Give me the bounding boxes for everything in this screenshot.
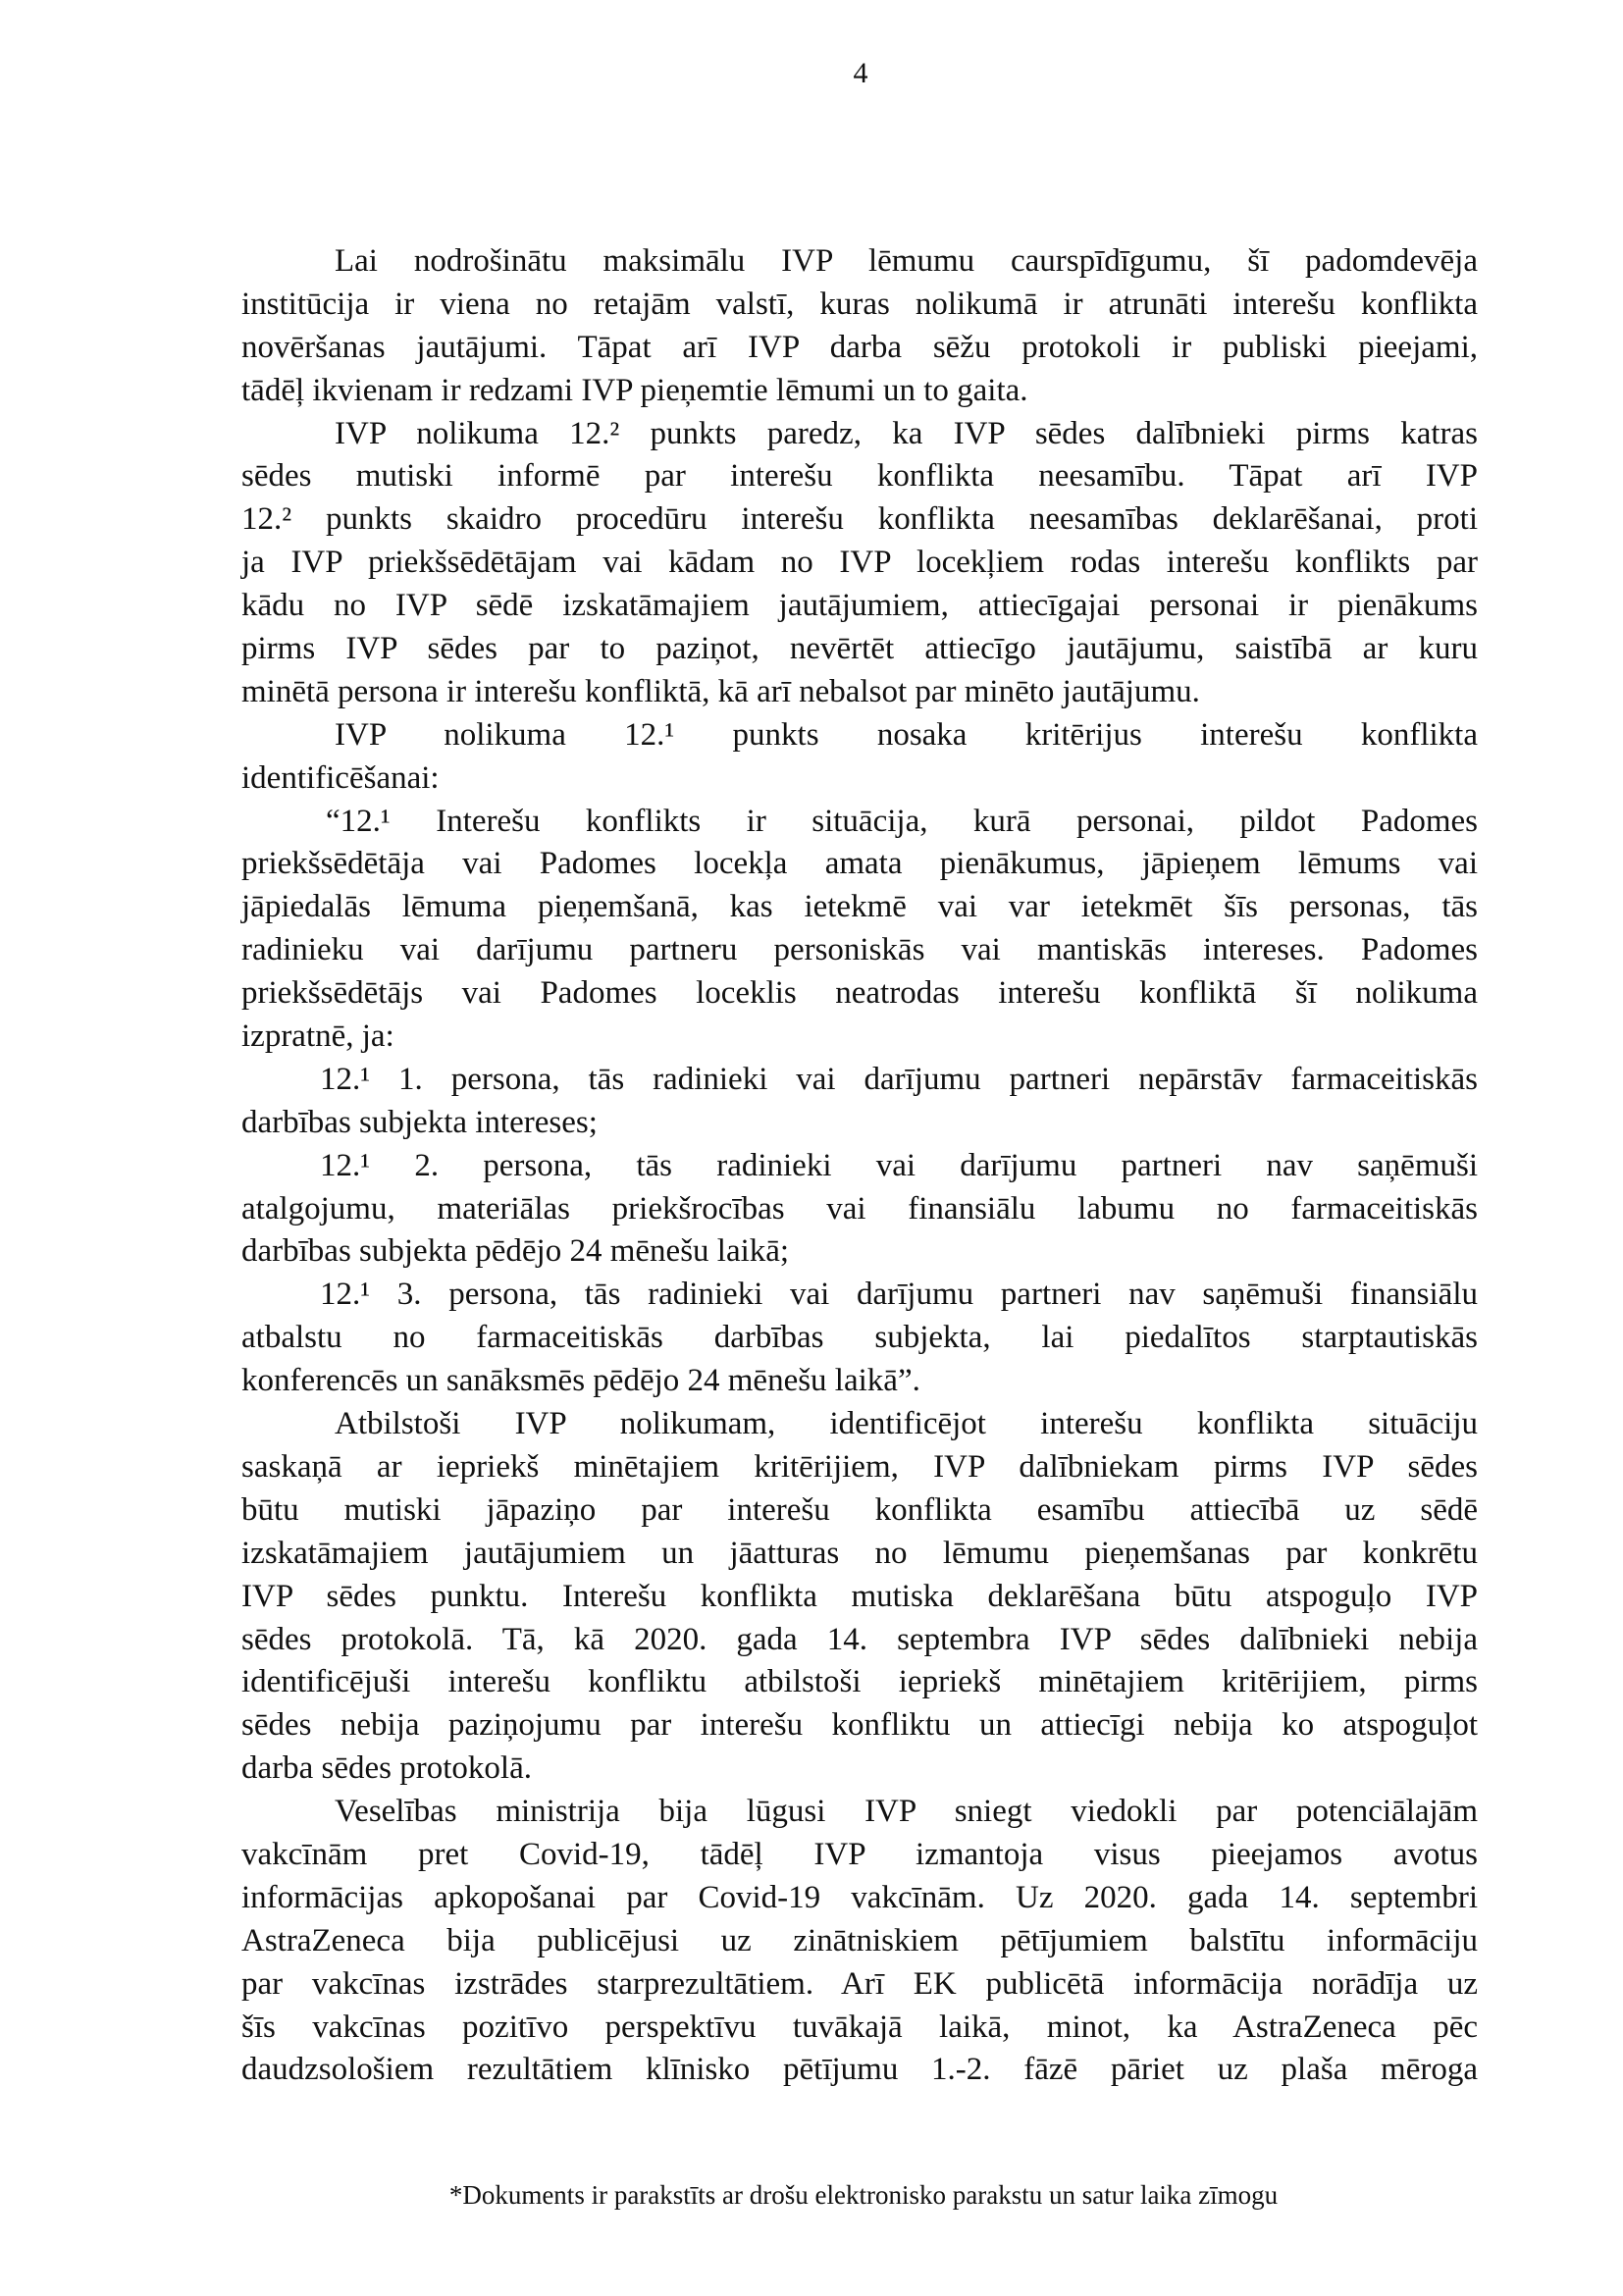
signature-footnote: *Dokuments ir parakstīts ar drošu elektronisko parakstu un satur laika zīmogu	[448, 2180, 1279, 2210]
paragraph	[241, 1059, 1478, 1145]
text-line: 12.¹ 2. persona, tās radinieki vai darījumu partneri nav saņēmuši	[320, 1147, 1478, 1183]
paragraph	[241, 413, 1478, 714]
text-line: radinieku vai darījumu partneru personiskās vai mantiskās intereses. Padomes	[241, 932, 1478, 968]
text-line: kādu no IVP sēdē izskatāmajiem jautājumiem, attiecīgajai personai ir pienākums	[241, 588, 1478, 624]
text-line: AstraZeneca bija publicējusi uz zinātniskiem pētījumiem balstītu informāciju	[241, 1922, 1478, 1958]
text-line: 12.² punkts skaidro procedūru interešu konflikta neesamības deklarēšanai, proti	[241, 501, 1478, 538]
text-line: darba sēdes protokolā.	[241, 1750, 532, 1787]
text-line: izskatāmajiem jautājumiem un jāatturas no lēmumu pieņemšanas par konkrētu	[241, 1535, 1478, 1571]
text-line: sēdes mutiski informē par interešu konflikta neesamību. Tāpat arī IVP	[241, 458, 1478, 495]
text-line: 12.¹ 1. persona, tās radinieki vai darījumu partneri nepārstāv farmaceitiskās	[320, 1061, 1478, 1097]
text-line: ja IVP priekšsēdētājam vai kādam no IVP locekļiem rodas interešu konflikts par	[241, 545, 1478, 581]
text-line: informācijas apkopošanai par Covid-19 vakcīnām. Uz 2020. gada 14. septembri	[241, 1879, 1478, 1915]
text-line: sēdes nebija paziņojumu par interešu konfliktu un attiecīgi nebija ko atspoguļot	[241, 1707, 1478, 1744]
paragraph	[241, 801, 1478, 1059]
text-line: identificējuši interešu konfliktu atbilstoši iepriekš minētajiem kritērijiem, pirms	[241, 1664, 1478, 1700]
paragraph	[241, 1403, 1478, 1791]
text-line: par vakcīnas izstrādes starprezultātiem. Arī EK publicētā informācija norādīja uz	[241, 1965, 1478, 2002]
text-line: pirms IVP sēdes par to paziņot, nevērtēt attiecīgo jautājumu, saistībā ar kuru	[241, 631, 1478, 667]
text-line: IVP nolikuma 12.² punkts paredz, ka IVP sēdes dalībnieki pirms katras	[335, 415, 1478, 451]
text-line: priekšsēdētāja vai Padomes locekļa amata pienākumus, jāpieņem lēmums vai	[241, 846, 1478, 882]
text-line: 12.¹ 3. persona, tās radinieki vai darījumu partneri nav saņēmuši finansiālu	[320, 1277, 1478, 1313]
text-line: Veselības ministrija bija lūgusi IVP sniegt viedokli par potenciālajām	[335, 1794, 1478, 1830]
text-line: šīs vakcīnas pozitīvo perspektīvu tuvākajā laikā, minot, ka AstraZeneca pēc	[241, 2009, 1478, 2045]
paragraph	[241, 714, 1478, 801]
text-line: priekšsēdētājs vai Padomes loceklis neatrodas interešu konfliktā šī nolikuma	[241, 975, 1478, 1012]
text-line: identificēšanai:	[241, 759, 440, 796]
paragraph	[241, 240, 1478, 413]
text-line: konferencēs un sanāksmēs pēdējo 24 mēnešu laikā”.	[241, 1363, 920, 1399]
paragraph	[241, 1274, 1478, 1403]
text-line: izpratnē, ja:	[241, 1018, 394, 1055]
text-line: IVP nolikuma 12.¹ punkts nosaka kritērijus interešu konflikta	[335, 716, 1478, 753]
text-line: Lai nodrošinātu maksimālu IVP lēmumu caurspīdīgumu, šī padomdevēja	[335, 243, 1478, 279]
text-line: atbalstu no farmaceitiskās darbības subjekta, lai piedalītos starptautiskās	[241, 1320, 1478, 1356]
text-line: IVP sēdes punktu. Interešu konflikta mutiska deklarēšana būtu atspoguļo IVP	[241, 1578, 1478, 1614]
text-line: saskaņā ar iepriekš minētajiem kritērijiem, IVP dalībniekam pirms IVP sēdes	[241, 1448, 1478, 1485]
text-line: vakcīnām pret Covid-19, tādēļ IVP izmantoja visus pieejamos avotus	[241, 1836, 1478, 1872]
text-line: minētā persona ir interešu konfliktā, kā arī nebalsot par minēto jautājumu.	[241, 673, 1200, 709]
text-line: būtu mutiski jāpaziņo par interešu konflikta esamību attiecībā uz sēdē	[241, 1491, 1478, 1528]
text-line: Atbilstoši IVP nolikumam, identificējot interešu konflikta situāciju	[335, 1406, 1478, 1442]
text-line: atalgojumu, materiālas priekšrocības vai finansiālu labumu no farmaceitiskās	[241, 1190, 1478, 1226]
document-body	[241, 240, 1478, 2092]
text-line: darbības subjekta pēdējo 24 mēnešu laikā;	[241, 1233, 790, 1270]
paragraph	[241, 1145, 1478, 1275]
text-line: institūcija ir viena no retajām valstī, kuras nolikumā ir atrunāti interešu konflikta	[241, 286, 1478, 322]
text-line: tādēļ ikvienam ir redzami IVP pieņemtie lēmumi un to gaita.	[241, 372, 1028, 408]
page-number: 4	[853, 57, 868, 89]
text-line: novēršanas jautājumi. Tāpat arī IVP darba sēžu protokoli ir publiski pieejami,	[241, 329, 1478, 365]
text-line: daudzsološiem rezultātiem klīnisko pētījumu 1.-2. fāzē pāriet uz plaša mēroga	[241, 2052, 1478, 2088]
text-line: sēdes protokolā. Tā, kā 2020. gada 14. septembra IVP sēdes dalībnieki nebija	[241, 1621, 1478, 1657]
text-line: “12.¹ Interešu konflikts ir situācija, kurā personai, pildot Padomes	[326, 803, 1478, 839]
text-line: jāpiedalās lēmuma pieņemšanā, kas ietekmē vai var ietekmēt šīs personas, tās	[241, 889, 1478, 925]
text-line: darbības subjekta intereses;	[241, 1104, 598, 1140]
paragraph	[241, 1791, 1478, 2092]
